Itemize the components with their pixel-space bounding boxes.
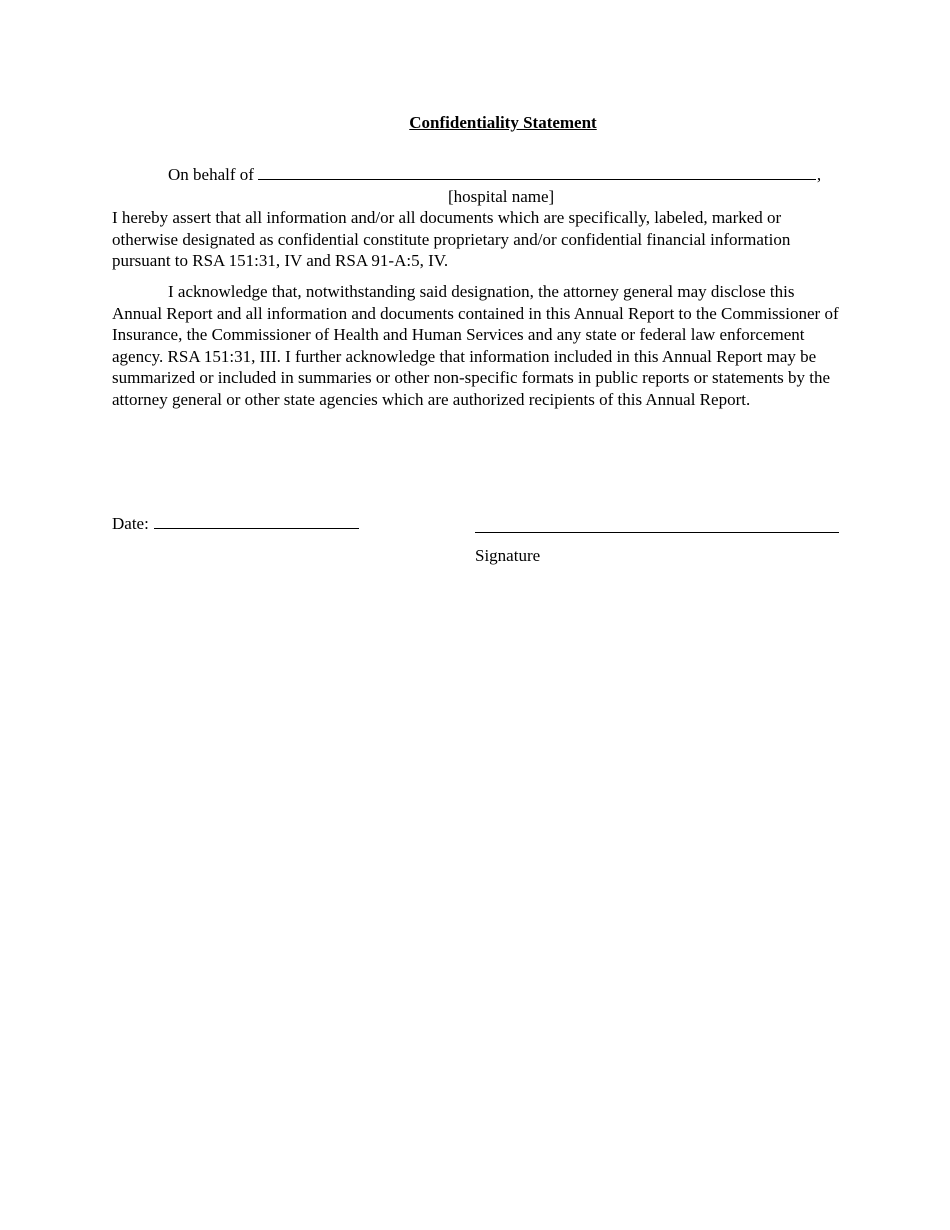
hospital-name-field[interactable] <box>258 164 816 180</box>
date-label: Date: <box>112 514 149 533</box>
behalf-line <box>168 164 821 185</box>
date-field[interactable] <box>154 513 359 529</box>
date-block <box>112 513 359 534</box>
behalf-prefix: On behalf of <box>168 165 254 184</box>
behalf-suffix: , <box>816 165 822 184</box>
signature-label: Signature <box>475 546 541 565</box>
page-title: Confidentiality Statement <box>409 113 597 132</box>
hospital-name-caption: [hospital name] <box>448 187 555 206</box>
acknowledgement-paragraph: I acknowledge that, notwithstanding said designation, the attorney general may disclose this Annual Report and all information and documents contained in this Annual Report to the Commissioner of Insurance, the Commissioner of Health and Human Services and any state or federal law enforcement agency. RSA 151:31, III. I further acknowledge that information included in this Annual Report may be summarized or included in summaries or other non-specific formats in public reports or statements by the attorney general or other state agencies which are authorized recipients of this Annual Report. <box>112 282 839 409</box>
assertion-paragraph: I hereby assert that all information and/or all documents which are specifically, labeled, marked or otherwise designated as confidential constitute proprietary and/or confidential financial information pursuant to RSA 151:31, IV and RSA 91-A:5, IV. <box>112 208 791 270</box>
signature-field[interactable] <box>475 532 839 533</box>
